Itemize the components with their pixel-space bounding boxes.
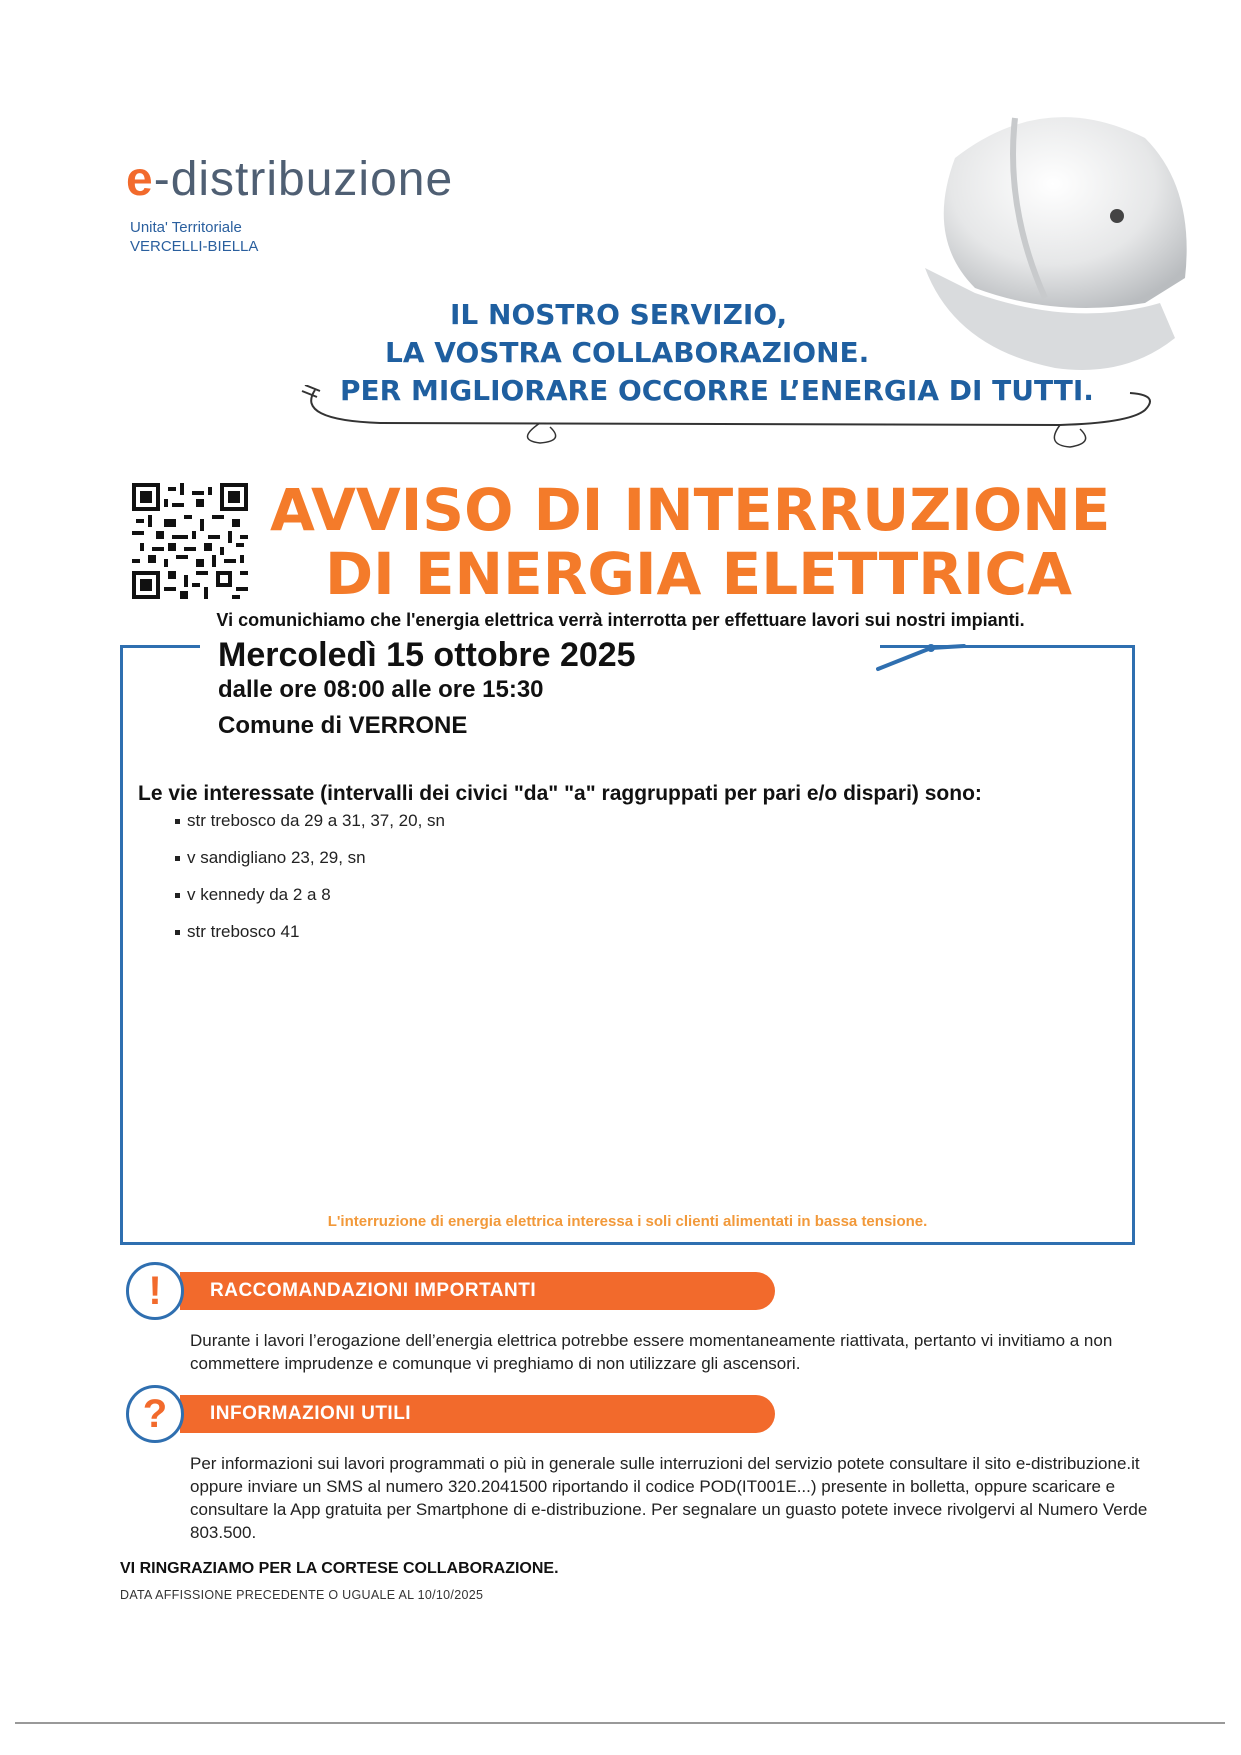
interruption-date: Mercoledì 15 ottobre 2025	[218, 636, 636, 674]
notice-title	[270, 478, 1200, 606]
street-item: str trebosco da 29 a 31, 37, 20, sn	[175, 810, 445, 847]
interruption-time: dalle ore 08:00 alle ore 15:30	[218, 676, 544, 703]
low-voltage-footnote: L'interruzione di energia elettrica interessa i soli clienti alimentati in bassa tensione.	[327, 1213, 928, 1230]
exclamation-icon: !	[126, 1262, 184, 1320]
unit-line-1: Unita' Territoriale	[130, 219, 242, 236]
logo-e-mark: e	[126, 153, 154, 206]
posting-date: DATA AFFISSIONE PRECEDENTE O UGUALE AL 10/10/2025	[120, 1588, 484, 1602]
streets-heading: Le vie interessate (intervalli dei civici "da" "a" raggruppati per pari e/o dispari) sono:	[138, 782, 982, 805]
recommendations-text: Durante i lavori l’erogazione dell’energia elettrica potrebbe essere momentaneamente riattivata, pertanto vi invitiamo a non commettere imprudenze e comunque vi preghiamo di non utilizzare gli ascensori.	[190, 1331, 1113, 1373]
street-item: str trebosco 41	[175, 921, 445, 958]
slogan-line-1: IL NOSTRO SERVIZIO,	[450, 298, 788, 331]
territorial-unit	[130, 218, 258, 256]
thanks-text: VI RINGRAZIAMO PER LA CORTESE COLLABORAZIONE.	[120, 1560, 559, 1577]
logo-text: -distribuzione	[153, 153, 454, 206]
bottom-divider	[15, 1722, 1225, 1724]
municipality: Comune di VERRONE	[218, 712, 468, 739]
pen-stroke-icon	[876, 636, 966, 676]
unit-line-2: VERCELLI-BIELLA	[130, 238, 259, 255]
street-item: v kennedy da 2 a 8	[175, 884, 445, 921]
qr-code-icon[interactable]	[132, 483, 248, 599]
title-line-2: DI ENERGIA ELETTRICA	[325, 540, 1072, 608]
e-distribuzione-logo	[126, 152, 453, 207]
slogan-line-3: PER MIGLIORARE OCCORRE L’ENERGIA DI TUTTI.	[340, 374, 1094, 407]
intro-text: Vi comunichiamo che l'energia elettrica verrà interrotta per effettuare lavori sui nostri impianti.	[216, 610, 1025, 630]
slogan-line-2: LA VOSTRA COLLABORAZIONE.	[385, 336, 870, 369]
cable-plug-illustration	[300, 385, 1180, 455]
recommendations-banner: RACCOMANDAZIONI IMPORTANTI	[180, 1272, 775, 1310]
info-banner: INFORMAZIONI UTILI	[180, 1395, 775, 1433]
street-item: v sandigliano 23, 29, sn	[175, 847, 445, 884]
info-text: Per informazioni sui lavori programmati o più in generale sulle interruzioni del servizio potete consultare il sito e-distribuzione.it oppure inviare un SMS al numero 320.2041500 riportando il codice POD(IT001E...) presente in bolletta, oppure scaricare e consultare la App gratuita per Smartphone di e-distribuzione. Per segnalare un guasto potete invece rivolgervi al Numero Verde 803.500.	[190, 1454, 1148, 1542]
question-mark-icon: ?	[126, 1385, 184, 1443]
title-line-1: AVVISO DI INTERRUZIONE	[270, 476, 1111, 544]
streets-list	[175, 810, 445, 958]
